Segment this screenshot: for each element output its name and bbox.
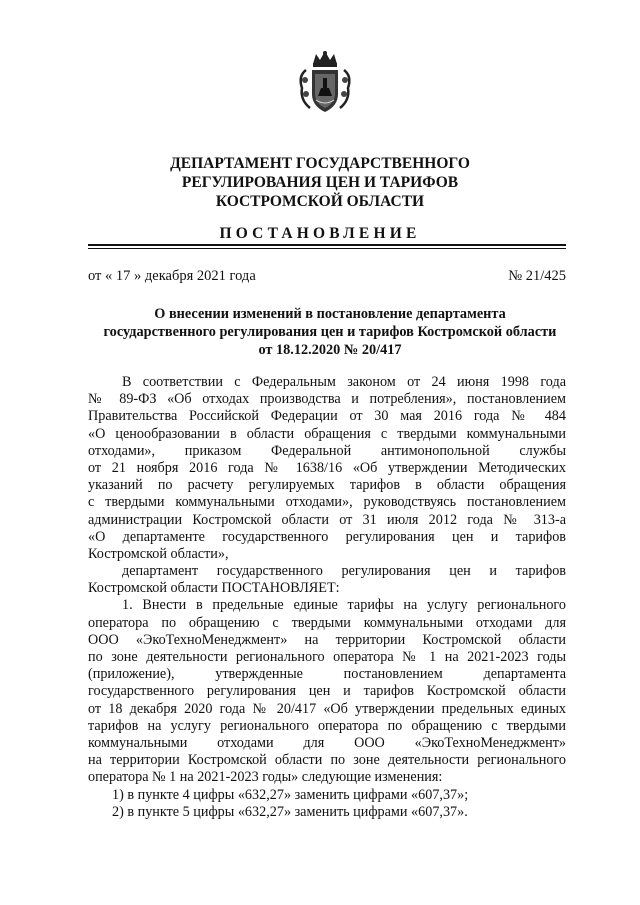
body-line: оператора № 1 на 2021-2023 годы» следующие изменения: [88, 769, 443, 786]
body-line: от 21 ноября 2016 года № 1638/16 «Об утверждении Методических [88, 459, 566, 476]
body-line: В соответствии с Федеральным законом от 24 июня 1998 года [122, 374, 566, 390]
document-type-heading: ПОСТАНОВЛЕНИЕ [219, 225, 421, 242]
body-line: № 89-ФЗ «Об отходах производства и потребления», постановлением [88, 391, 566, 408]
body-line: Костромской области», [88, 545, 229, 562]
body-line: государственного регулирования цен и тарифов Костромской области [88, 683, 566, 700]
body-line: ООО «ЭкоТехноМенеджмент» на территории Костромской области [88, 631, 566, 648]
body-line: на территории Костромской области по зоне деятельности регионального [88, 752, 566, 769]
coat-of-arms-icon [296, 50, 354, 116]
body-line: тарифов на услугу регионального оператора по обращению с твердыми [88, 717, 566, 734]
body-line: «О ценообразовании в области обращения с твердыми коммунальными [88, 425, 566, 442]
department-line-1: ДЕПАРТАМЕНТ ГОСУДАРСТВЕННОГО [170, 155, 470, 172]
subject-line: О внесении изменений в постановление департамента [154, 306, 506, 322]
document-number: № 21/425 [508, 268, 566, 284]
body-line: от 18 декабря 2020 года № 20/417 «Об утверждении предельных единых [88, 700, 566, 717]
body-line: 1) в пункте 4 цифры «632,27» заменить цифрами «607,37»; [112, 786, 469, 803]
department-name [0, 154, 640, 211]
body-line: департамент государственного регулирования цен и тарифов [122, 563, 566, 580]
body-line: «О департаменте государственного регулирования цен и тарифов [88, 528, 566, 545]
body-line: коммунальными отходами для ООО «ЭкоТехноМенеджмент» [88, 734, 566, 751]
document-subject [70, 305, 590, 359]
body-line: администрации Костромской области от 31 июля 2012 года № 313-а [88, 511, 566, 528]
department-line-3: КОСТРОМСКОЙ ОБЛАСТИ [215, 193, 425, 210]
document-date: от « 17 » декабря 2021 года [88, 268, 256, 284]
body-line: 2) в пункте 5 цифры «632,27» заменить цифрами «607,37». [112, 803, 468, 820]
body-line: по зоне деятельности регионального оператора № 1 на 2021-2023 годы [88, 649, 566, 665]
document-body [88, 374, 566, 821]
body-line: Костромской области ПОСТАНОВЛЯЕТ: [88, 580, 340, 597]
body-line: отходами», приказом Федеральной антимонопольной службы [88, 442, 566, 459]
header-divider-thick [88, 244, 566, 246]
subject-line: от 18.12.2020 № 20/417 [258, 342, 402, 358]
body-line: (приложение), утвержденные постановлением департамента [88, 666, 566, 683]
body-line: с твердыми коммунальными отходами», руководствуясь постановлением [88, 494, 566, 511]
body-line: оператора по обращению с твердыми коммунальными отходами для [88, 614, 566, 631]
header-divider-thin [88, 248, 566, 249]
body-line: указаний по расчету регулируемых тарифов в области обращения [88, 477, 566, 494]
body-line: Правительства Российской Федерации от 30 мая 2016 года № 484 [88, 408, 566, 425]
department-line-2: РЕГУЛИРОВАНИЯ ЦЕН И ТАРИФОВ [181, 174, 459, 191]
subject-line: государственного регулирования цен и тарифов Костромской области [103, 324, 557, 340]
body-line: 1. Внести в предельные единые тарифы на услугу регионального [122, 597, 566, 614]
